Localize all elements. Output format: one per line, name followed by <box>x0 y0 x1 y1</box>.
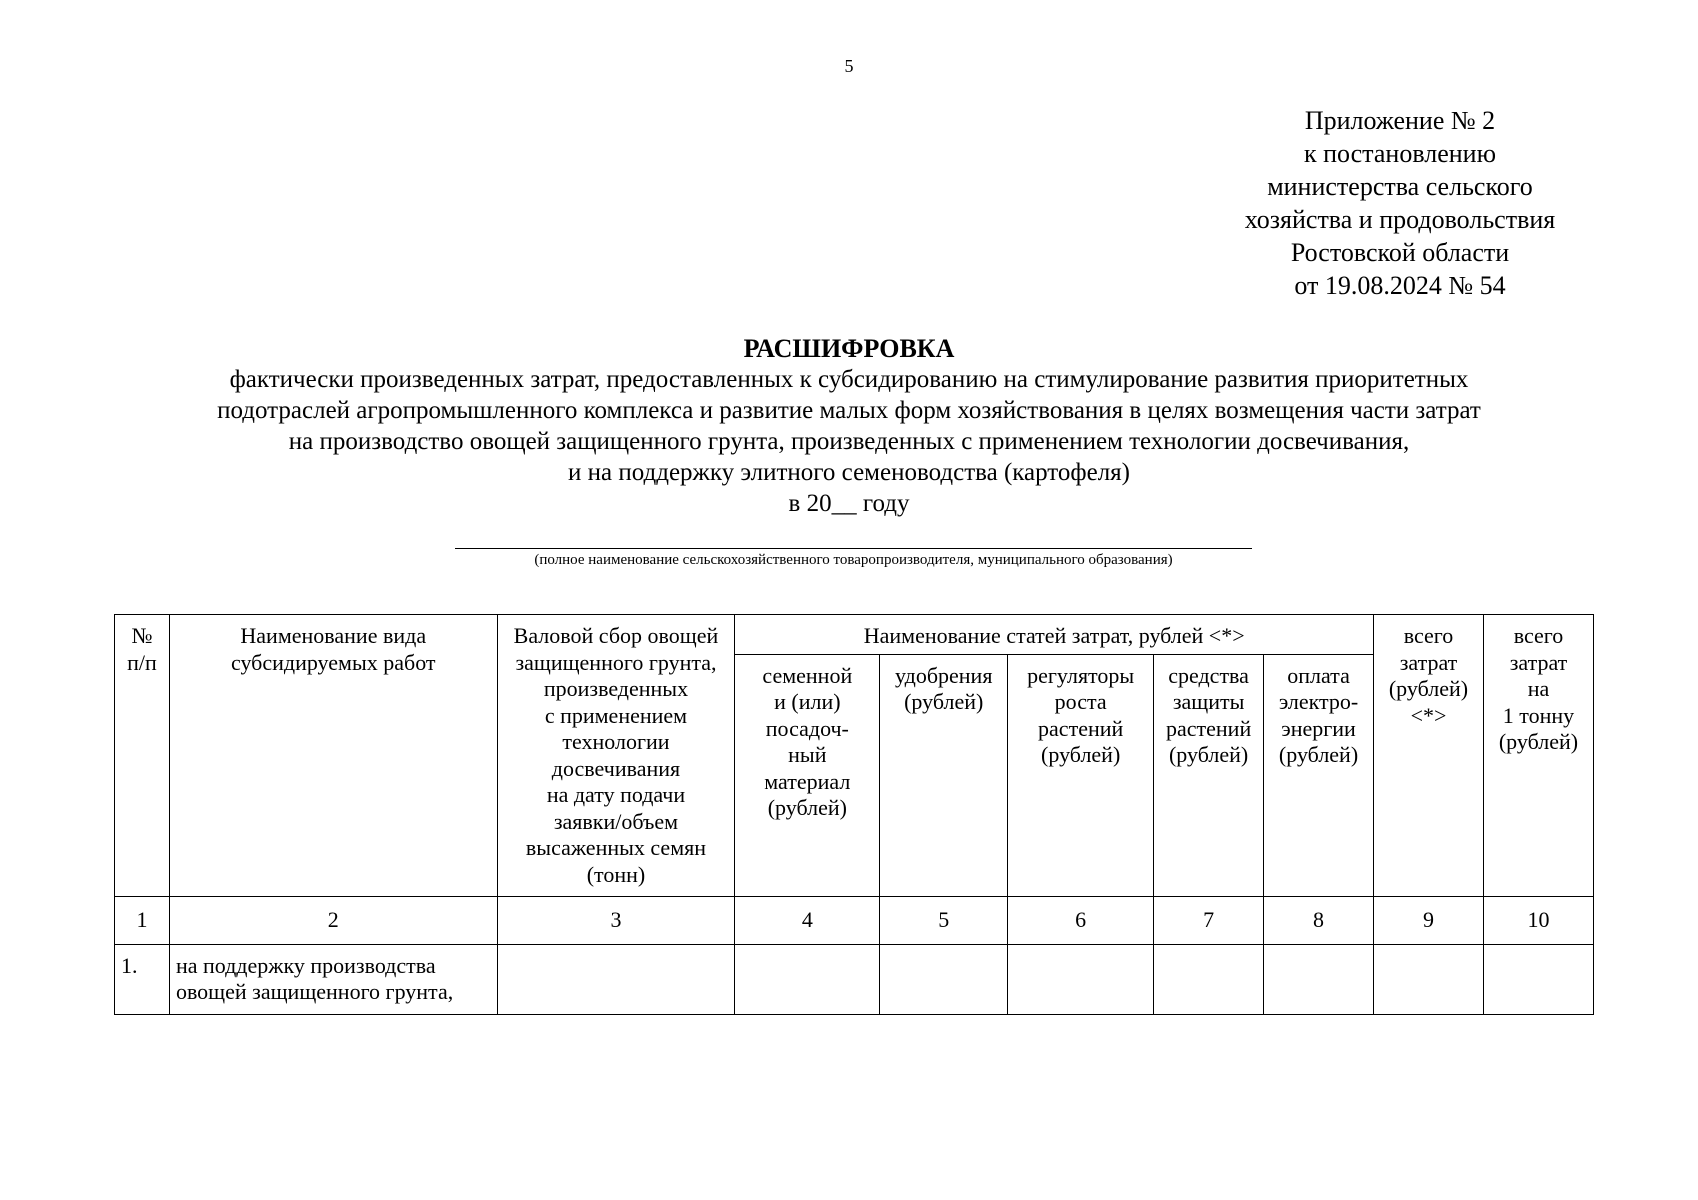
header-gross-yield: Валовой сбор овощей защищенного грунта, произведенных с применением технологии досвечивания на дату подачи заявки/объем высаженных семян (тонн) <box>497 615 735 897</box>
heading-line: и на поддержку элитного семеноводства (картофеля) <box>568 459 1130 486</box>
cell-plant-protection[interactable] <box>1154 944 1264 1014</box>
cell-growth-regulators[interactable] <box>1008 944 1154 1014</box>
column-number: 1 <box>115 896 170 944</box>
column-number: 4 <box>735 896 880 944</box>
cell-total-costs[interactable] <box>1374 944 1484 1014</box>
page-number: 5 <box>844 56 854 76</box>
appendix-line: от 19.08.2024 № 54 <box>1294 271 1506 300</box>
heading-line: фактически произведенных затрат, предоставленных к субсидированию на стимулирование развития приоритетных <box>229 366 1469 393</box>
cost-breakdown-table <box>114 614 1594 1015</box>
header-growth-regulators: регуляторы роста растений (рублей) <box>1008 654 1154 896</box>
column-number: 8 <box>1264 896 1374 944</box>
appendix-block <box>1200 104 1600 302</box>
appendix-line: хозяйства и продовольствия <box>1244 205 1556 234</box>
row-work-type: на поддержку производства овощей защищенного грунта, <box>169 944 497 1014</box>
column-number: 3 <box>497 896 735 944</box>
column-number: 7 <box>1154 896 1264 944</box>
column-number-row <box>115 896 1594 944</box>
column-number: 10 <box>1483 896 1593 944</box>
header-cost-items-group: Наименование статей затрат, рублей <*> <box>735 615 1374 655</box>
heading-line: на производство овощей защищенного грунта, произведенных с применением технологии досвечивания, <box>288 428 1410 455</box>
header-fertilizers: удобрения (рублей) <box>880 654 1008 896</box>
header-total-costs: всего затрат (рублей) <*> <box>1374 615 1484 897</box>
column-number: 9 <box>1374 896 1484 944</box>
header-work-type: Наименование вида субсидируемых работ <box>169 615 497 897</box>
row-number: 1. <box>115 944 170 1014</box>
applicant-caption: (полное наименование сельскохозяйственного товаропроизводителя, муниципального образования) <box>534 552 1173 568</box>
header-electricity: оплата электро- энергии (рублей) <box>1264 654 1374 896</box>
heading-line: подотраслей агропромышленного комплекса и развитие малых форм хозяйствования в целях возмещения части затрат <box>217 397 1481 424</box>
header-seed-material: семенной и (или) посадоч- ный материал (рублей) <box>735 654 880 896</box>
document-title: РАСШИФРОВКА <box>743 334 955 363</box>
table-row <box>115 944 1594 1014</box>
cell-gross-yield[interactable] <box>497 944 735 1014</box>
document-heading <box>60 333 1638 519</box>
header-row <box>115 615 1594 655</box>
heading-year-line: в 20__ году <box>788 490 910 517</box>
cell-seed-material[interactable] <box>735 944 880 1014</box>
cell-costs-per-ton[interactable] <box>1483 944 1593 1014</box>
header-plant-protection: средства защиты растений (рублей) <box>1154 654 1264 896</box>
appendix-line: к постановлению <box>1303 139 1497 168</box>
applicant-name-line <box>455 548 1252 549</box>
cell-fertilizers[interactable] <box>880 944 1008 1014</box>
cell-electricity[interactable] <box>1264 944 1374 1014</box>
appendix-line: министерства сельского <box>1267 172 1533 201</box>
column-number: 2 <box>169 896 497 944</box>
appendix-line: Приложение № 2 <box>1304 106 1496 135</box>
header-costs-per-ton: всего затрат на 1 тонну (рублей) <box>1483 615 1593 897</box>
column-number: 6 <box>1008 896 1154 944</box>
appendix-line: Ростовской области <box>1290 238 1510 267</box>
column-number: 5 <box>880 896 1008 944</box>
header-row-number: № п/п <box>115 615 170 897</box>
